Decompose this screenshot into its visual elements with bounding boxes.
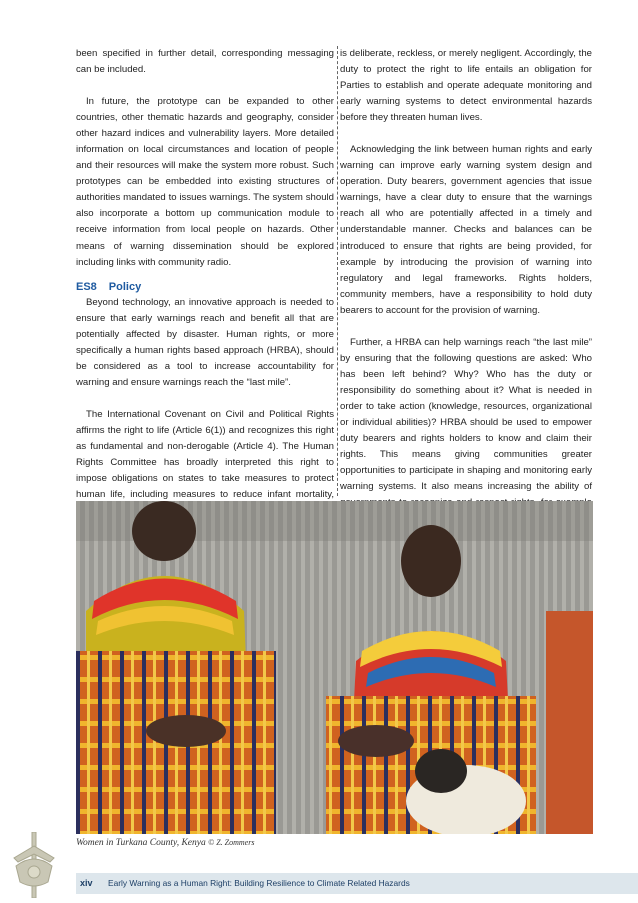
photo-turkana-women [76,501,593,834]
caption-credit: © Z. Zommers [208,838,255,847]
emblem-icon [8,832,60,898]
section-title: Policy [108,280,142,293]
photo-illustration [76,501,593,834]
body-paragraph: Further, a HRBA can help warnings reach “the last mile” by ensuring that the following questions are asked: Who has been left behind? Why? Who has the duty or responsibility do something about it? What is needed in order to take action (knowledge, resources, organizational or individual abilities)? HRBA should be used to empower duty bearers and rights holders to know and claim their rights. This means giving communities greater opportunities to participate in shaping and monitoring early warning systems. It also means increasing the ability of [340,336,592,493]
section-number: ES8 [76,280,97,293]
footer-title: Early Warning as a Human Right: Building Resilience to Climate Related Hazards [108,878,410,888]
body-paragraph: is deliberate, reckless, or merely negligent. Accordingly, the duty to protect the right to life entails an obligation for Parties to establish and operate adequate monitoring and early warning systems to detect environmental hazards before they threaten human lives. [340,48,592,124]
column-divider [337,46,338,496]
body-paragraph: In future, the prototype can be expanded to other countries, other thematic hazards and geography, consider other hazard indices and vulnerability layers. More detailed information on local circumstances and location of people and their resources will make the system more robust. Such prototypes can be embedded into existing structures of authorities mandated to issues warnings. The system should also incorporate a bottom up communication module to receive information from local people on hazards. Other means of warning dissemination should be explored including links with community radio. [76,96,334,268]
body-paragraph: Beyond technology, an innovative approach is needed to ensure that early warnings reach and benefit all that are potentially affected by disaster. Human rights, or more specifically a human rights based approach (HRBA), should be considered as a tool to increase accountability for warning and ensure warnings reach the “last mile”. [76,296,334,388]
body-paragraph: been specified in further detail, corresponding messaging can be included. [76,48,334,76]
page-number: xiv [80,878,93,888]
section-heading [76,279,334,295]
caption-text: Women in Turkana County, Kenya [76,838,206,848]
photo-caption [76,838,254,848]
body-paragraph: Acknowledging the link between human rights and early warning can improve early warning system design and operation. Duty bearers, government agencies that issue warnings, have a clear duty to ensure that the warnings reach all who are potentially affected in a timely and understandable manner. Checks and balances can be introduced to ensure that rights are being provided, for example by introducing the provision of warning into regulatory and legal frameworks. Rights holders, community members, have a responsibility to hold duty bearers to account for the provision of warning. [340,144,592,316]
body-paragraph: The International Covenant on Civil and Political Rights affirms the right to life (Article 6(1)) and recognizes this right as fundamental and non-derogable (Article 4). The Human Rights Committee has broadly interpreted this right to impose obligations on states to take measures to protect human life, including measures to reduce infant mortality, [76,408,334,501]
